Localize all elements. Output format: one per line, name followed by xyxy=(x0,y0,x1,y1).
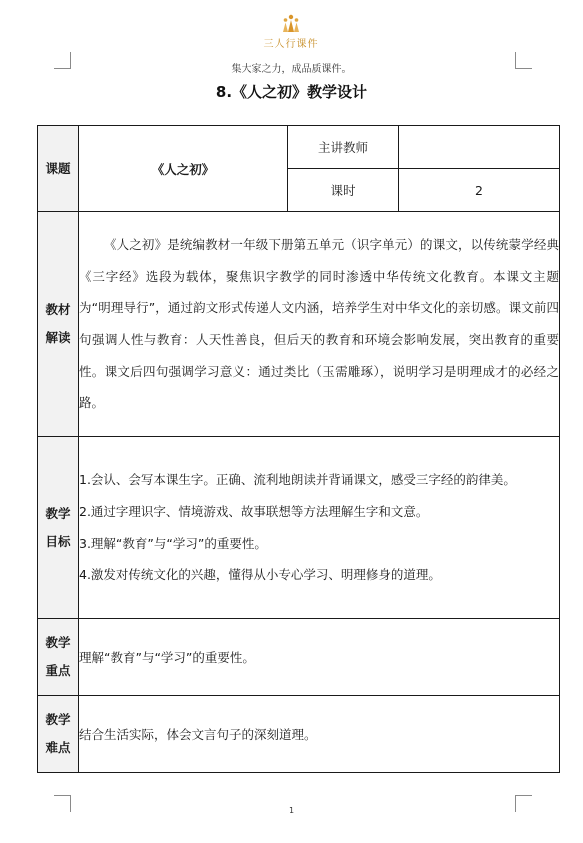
three-figures-icon xyxy=(282,14,300,34)
brand-text: 三人行课件 xyxy=(263,39,319,50)
goals-content xyxy=(79,437,560,619)
goals-header-line1: 教学 xyxy=(45,505,71,521)
brand-tagline: 集大家之力，成品质课件。 xyxy=(231,64,352,75)
difficulty-header-line2: 难点 xyxy=(45,740,71,755)
textbook-paragraph: 《人之初》是统编教材一年级下册第五单元（识字单元）的课文，以传统蒙学经典《三字经》选段为载体，聚焦识字教学的同时渗透中华传统文化教育。本课文主题为“明理导行”，通过韵文形式传递人文内涵，培养学生对中华文化的亲切感。课文前四句强调人性与教育：人天性善良，但后天的教育和环境会影响发展，突出教育的重要性。课文后四句强调学习意义：通过类比（玉需雕琢），说明学习是明理成才的必经之路。 xyxy=(79,237,559,411)
goal-item: 2.通过字理识字、情境游戏、故事联想等方法理解生字和文意。 xyxy=(79,503,429,519)
topic-row xyxy=(38,126,560,169)
lesson-plan-table xyxy=(37,125,560,773)
topic-value: 《人之初》 xyxy=(79,126,288,212)
textbook-header xyxy=(38,212,79,437)
difficulty-row xyxy=(38,696,560,773)
difficulty-content: 结合生活实际，体会文言句子的深刻道理。 xyxy=(79,696,560,773)
difficulty-header-line1: 教学 xyxy=(45,712,71,727)
brand-logo xyxy=(251,14,331,54)
period-value: 2 xyxy=(399,169,560,212)
key-content: 理解“教育”与“学习”的重要性。 xyxy=(79,619,560,696)
goal-item: 4.激发对传统文化的兴趣，懂得从小专心学习、明理修身的道理。 xyxy=(79,567,441,583)
key-row xyxy=(38,619,560,696)
textbook-row xyxy=(38,212,560,437)
key-header-line2: 重点 xyxy=(45,663,71,678)
period-label: 课时 xyxy=(288,169,399,212)
document-title: 8.《人之初》教学设计 xyxy=(215,83,368,101)
textbook-header-line1: 教材 xyxy=(45,302,71,317)
goal-item: 1.会认、会写本课生字。正确、流利地朗读并背诵课文，感受三字经的韵律美。 xyxy=(79,472,516,488)
difficulty-header xyxy=(38,696,79,773)
key-header-line1: 教学 xyxy=(45,635,71,650)
goals-header-line2: 目标 xyxy=(45,533,71,549)
goals-header xyxy=(38,437,79,619)
textbook-content xyxy=(79,212,560,437)
teacher-value xyxy=(399,126,560,169)
page-number: 1 xyxy=(288,806,295,815)
teacher-label: 主讲教师 xyxy=(288,126,399,169)
textbook-header-line2: 解读 xyxy=(45,330,71,345)
goal-item: 3.理解“教育”与“学习”的重要性。 xyxy=(79,535,267,551)
topic-header: 课题 xyxy=(38,126,79,212)
key-header xyxy=(38,619,79,696)
goals-row xyxy=(38,437,560,619)
